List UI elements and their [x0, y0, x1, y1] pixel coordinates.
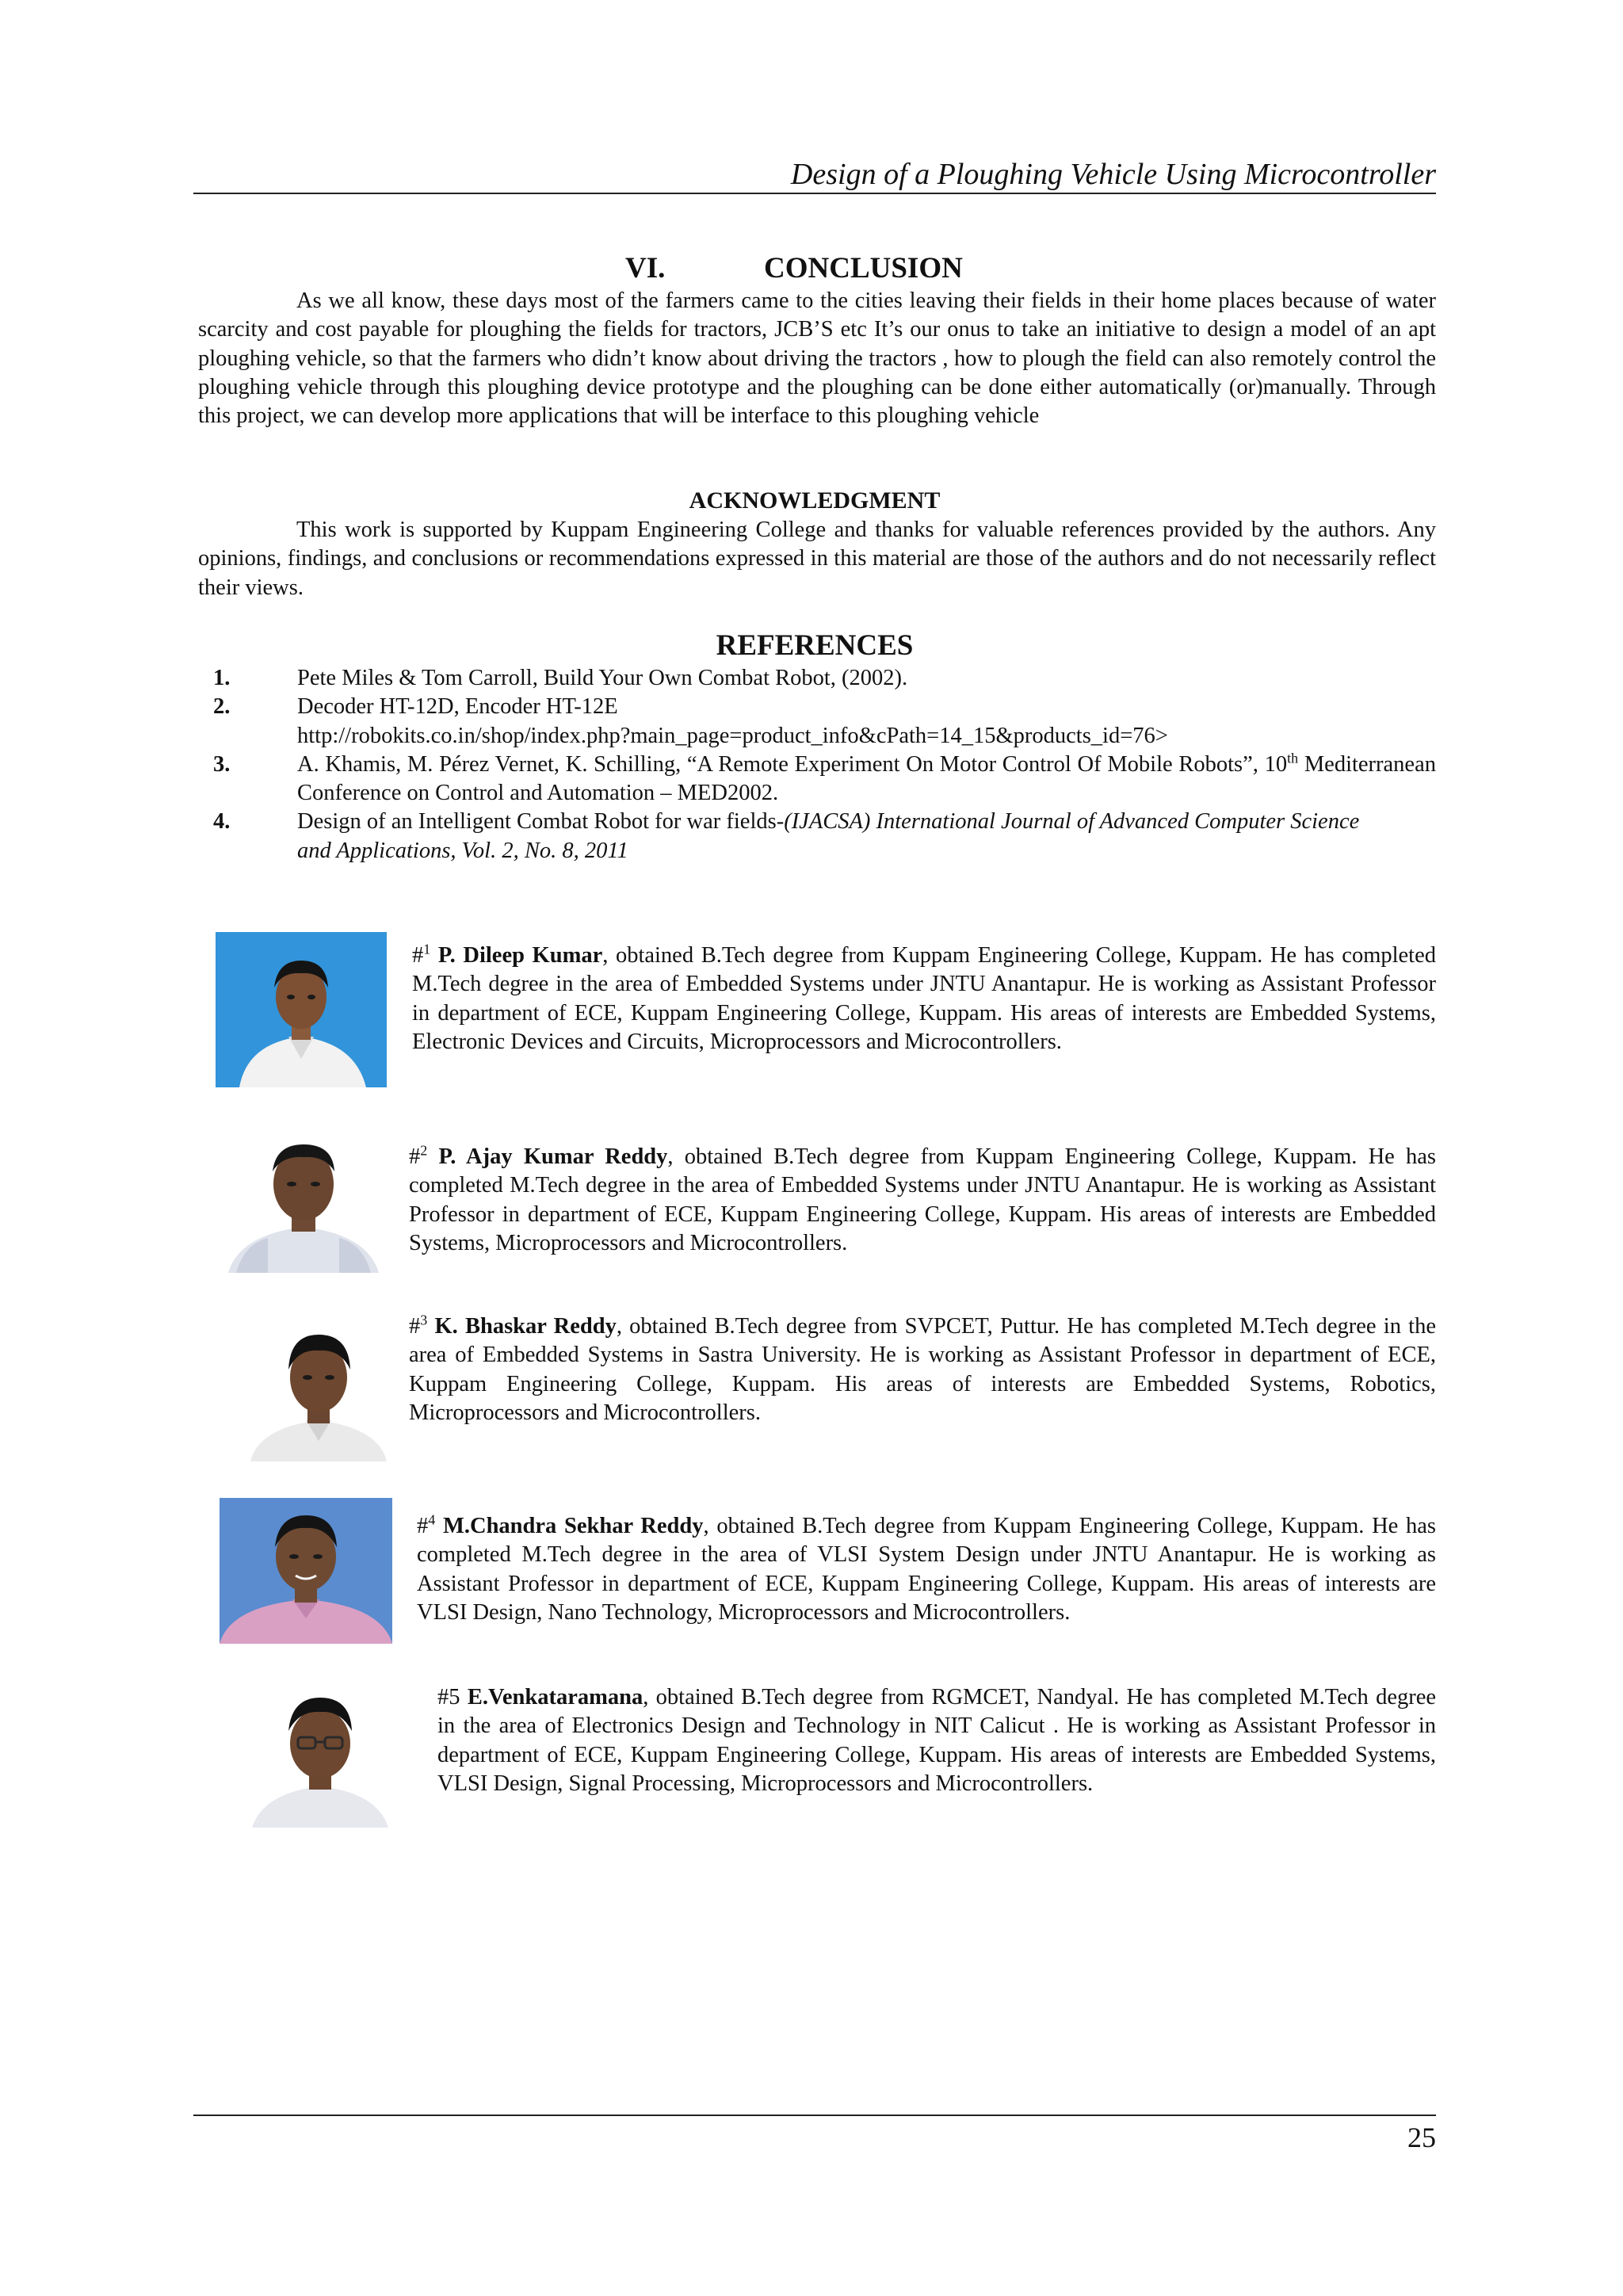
ordinal-superscript: th [1287, 750, 1299, 766]
author-photo-2 [220, 1125, 387, 1273]
conclusion-paragraph: As we all know, these days most of the farmers came to the cities leaving their fields in their home places because of water scarcity and cost payable for ploughing the fields for tractors, JCB’S etc It’s our onus to take an initiative to design a model of an apt ploughing vehicle, so that the farmers who didn’t know about driving the tractors , how to plough the field can also remotely control the ploughing vehicle through this ploughing device prototype and the ploughing can be done either automatically (or)manually. Through this project, we can develop more applications that will be interface to this ploughing vehicle [198, 288, 1436, 429]
reference-journal: (IJACSA) International Journal of Advanced Computer Science [784, 809, 1360, 835]
author-name: P. Ajay Kumar Reddy [438, 1144, 668, 1169]
author-name: M.Chandra Sekhar Reddy [442, 1514, 704, 1538]
author-description: , obtained B.Tech degree from Kuppam Engineering College, Kuppam. He has completed M.Tech degree in the area of VLSI System Design under JNTU Anantapur. He is working as Assistant Professor in department of ECE, Kuppam Engineering College, Kuppam. His areas of interests are VLSI Design, Nano Technology, Microprocessors and Microcontrollers. [417, 1514, 1437, 1625]
author-description: , obtained B.Tech degree from RGMCET, Nandyal. He has completed M.Tech degree in the area of Electronics Design and Technology in NIT Calicut . He is working as Assistant Professor in department of ECE, Kuppam Engineering College, Kuppam. His areas of interests are Embedded Systems, VLSI Design, Signal Processing, Microprocessors and Microcontrollers. [437, 1685, 1437, 1796]
section-title-acknowledgment: ACKNOWLEDGMENT [689, 487, 941, 514]
reference-text [297, 693, 1436, 751]
author-marker: # [412, 943, 424, 968]
author-index: 2 [420, 1142, 428, 1159]
author-name: P. Dileep Kumar [437, 943, 603, 968]
reference-line: Decoder HT-12D, Encoder HT-12E [297, 694, 618, 720]
section-title-references: REFERENCES [716, 629, 914, 662]
reference-text: Pete Miles & Tom Carroll, Build Your Own Combat Robot, (2002). [297, 666, 908, 690]
reference-text-part: Design of an Intelligent Combat Robot for war fields- [297, 809, 785, 835]
author-description: , obtained B.Tech degree from Kuppam Engineering College, Kuppam. He has completed M.Tech degree in the area of Embedded Systems under JNTU Anantapur. He is working as Assistant Professor in department of ECE, Kuppam Engineering College, Kuppam. His areas of interests are Embedded Systems, Microprocessors and Microcontrollers. [409, 1144, 1437, 1255]
header-rule [193, 193, 1436, 194]
author-bio-5 [437, 1683, 1436, 1798]
author-bio-4 [417, 1512, 1436, 1627]
reference-text [297, 808, 1436, 865]
reference-number: 2. [213, 694, 231, 720]
author-index: 4 [428, 1511, 436, 1528]
author-photo-4 [220, 1498, 392, 1644]
reference-number: 4. [213, 809, 231, 835]
reference-text-part: A. Khamis, M. Pérez Vernet, K. Schilling, “A Remote Experiment On Motor Control Of Mobile Robots”, 10 [297, 751, 1288, 777]
author-photo-5 [228, 1679, 412, 1828]
author-photo-1 [216, 932, 387, 1087]
reference-item [193, 751, 1436, 808]
author-marker: # [409, 1314, 421, 1339]
reference-list [193, 664, 1436, 865]
author-bio-1 [412, 942, 1436, 1056]
author-description: , obtained B.Tech degree from SVPCET, Puttur. He has completed M.Tech degree in the area of Embedded Systems in Sastra University. He is working as Assistant Professor in department of ECE, Kuppam Engineering College, Kuppam. His areas of interests are Embedded Systems, Robotics, Microprocessors and Microcontrollers. [409, 1314, 1436, 1425]
reference-number: 3. [213, 751, 231, 777]
section-number: VI. [625, 252, 666, 285]
footer-rule [193, 2115, 1436, 2116]
reference-number: 1. [213, 666, 231, 690]
reference-item [193, 693, 1436, 751]
author-marker: # [409, 1144, 421, 1169]
author-index: 3 [420, 1312, 428, 1328]
reference-text [297, 751, 1436, 808]
author-bio-2 [409, 1143, 1436, 1258]
running-header: Design of a Ploughing Vehicle Using Microcontroller [790, 158, 1436, 191]
reference-text-part: Mediterranean Conference on Control and Automation – MED2002. [297, 751, 1436, 806]
reference-url: http://robokits.co.in/shop/index.php?main_page=product_info&cPath=14_15&products_id=76> [297, 723, 1168, 748]
page-number: 25 [1407, 2122, 1436, 2153]
section-title-conclusion: CONCLUSION [764, 252, 963, 285]
reference-item [193, 664, 1436, 693]
reference-item [193, 808, 1436, 865]
author-description: , obtained B.Tech degree from Kuppam Engineering College, Kuppam. He has completed M.Tech degree in the area of Embedded Systems under JNTU Anantapur. He is working as Assistant Professor in department of ECE, Kuppam Engineering College, Kuppam. His areas of interests are Embedded Systems, Electronic Devices and Circuits, Microprocessors and Microcontrollers. [412, 943, 1436, 1054]
author-marker: #5 [437, 1685, 468, 1710]
acknowledgment-paragraph: This work is supported by Kuppam Engineering College and thanks for valuable references provided by the authors. Any opinions, findings, and conclusions or recommendations expressed in this material are those of the authors and do not necessarily reflect their views. [198, 518, 1436, 600]
author-index: 1 [423, 941, 431, 957]
reference-journal-continued: and Applications, Vol. 2, No. 8, 2011 [297, 838, 628, 863]
author-photo-3 [242, 1311, 395, 1461]
author-bio-3 [409, 1312, 1436, 1427]
author-marker: # [417, 1514, 429, 1538]
author-name: E.Venkataramana [467, 1685, 643, 1710]
author-name: K. Bhaskar Reddy [434, 1314, 617, 1339]
